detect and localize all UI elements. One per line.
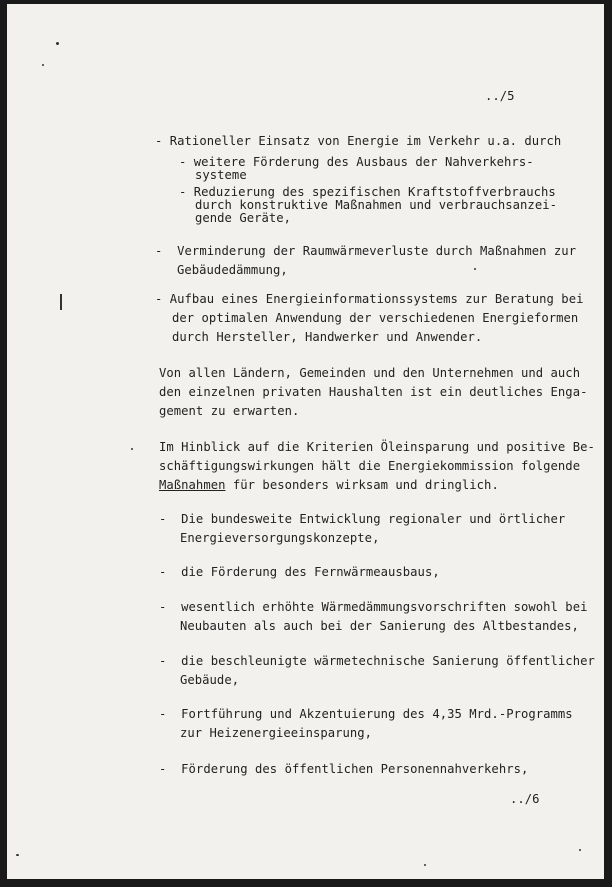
paragraph-1-line3: gement zu erwarten. — [159, 404, 300, 418]
paragraph-1-line1: Von allen Ländern, Gemeinden und den Unternehmen und auch — [159, 366, 581, 380]
paragraph-2-line3 — [159, 476, 499, 495]
scan-speck — [579, 849, 581, 851]
measure-1-line1: - Die bundesweite Entwicklung regionaler und örtlicher — [159, 512, 566, 526]
bullet-energieinfo-line2: der optimalen Anwendung der verschiedenen Energieformen — [172, 311, 579, 325]
measure-6-line1: - Förderung des öffentlichen Personennahverkehrs, — [159, 762, 529, 776]
document-page — [4, 4, 604, 879]
measure-1-line2: Energieversorgungskonzepte, — [180, 531, 380, 545]
sub-bullet-kraftstoff-line1: - Reduzierung des spezifischen Kraftstoffverbrauchs — [179, 185, 556, 199]
bullet-raumwaerme-line2: Gebäudedämmung, — [177, 263, 288, 277]
scan-border — [4, 4, 7, 879]
scan-speck — [16, 854, 19, 856]
underlined-massnahmen: Maßnahmen — [159, 478, 226, 492]
scan-speck — [474, 268, 476, 270]
measure-5-line2: zur Heizenergieeinsparung, — [180, 726, 373, 740]
measure-3-line1: - wesentlich erhöhte Wärmedämmungsvorschriften sowohl bei — [159, 600, 588, 614]
bullet-energieinfo-line1: - Aufbau eines Energieinformationssystems zur Beratung bei — [155, 292, 584, 306]
page-number-top: ../5 — [485, 89, 515, 103]
paragraph-2-line1: Im Hinblick auf die Kriterien Öleinsparung und positive Be- — [159, 440, 595, 454]
measure-4-line2: Gebäude, — [180, 673, 240, 687]
paragraph-2-line3-rest: für besonders wirksam und dringlich. — [225, 478, 499, 492]
scan-mark — [60, 294, 62, 310]
sub-bullet-nahverkehr-line1: - weitere Förderung des Ausbaus der Nahverkehrs- — [179, 155, 534, 169]
measure-4-line1: - die beschleunigte wärmetechnische Sanierung öffentlicher — [159, 654, 595, 668]
bullet-verkehr: - Rationeller Einsatz von Energie im Verkehr u.a. durch — [155, 134, 562, 148]
bullet-raumwaerme-line1: - Verminderung der Raumwärmeverluste durch Maßnahmen zur — [155, 244, 577, 258]
sub-bullet-nahverkehr-line2: systeme — [195, 168, 247, 182]
sub-bullet-kraftstoff-line3: gende Geräte, — [195, 211, 292, 225]
paragraph-2-line2: schäftigungswirkungen hält die Energiekommission folgende — [159, 459, 581, 473]
scan-speck — [424, 864, 426, 866]
sub-bullet-kraftstoff-line2: durch konstruktive Maßnahmen und verbrauchsanzei- — [195, 198, 557, 212]
scan-speck — [56, 42, 59, 45]
page-number-bottom: ../6 — [510, 792, 540, 806]
measure-2-line1: - die Förderung des Fernwärmeausbaus, — [159, 565, 440, 579]
measure-5-line1: - Fortführung und Akzentuierung des 4,35 Mrd.-Programms — [159, 707, 573, 721]
scan-speck — [42, 64, 44, 66]
measure-3-line2: Neubauten als auch bei der Sanierung des Altbestandes, — [180, 619, 579, 633]
paragraph-1-line2: den einzelnen privaten Haushalten ist ein deutliches Enga- — [159, 385, 588, 399]
bullet-energieinfo-line3: durch Hersteller, Handwerker und Anwender. — [172, 330, 483, 344]
scan-speck — [131, 448, 133, 450]
